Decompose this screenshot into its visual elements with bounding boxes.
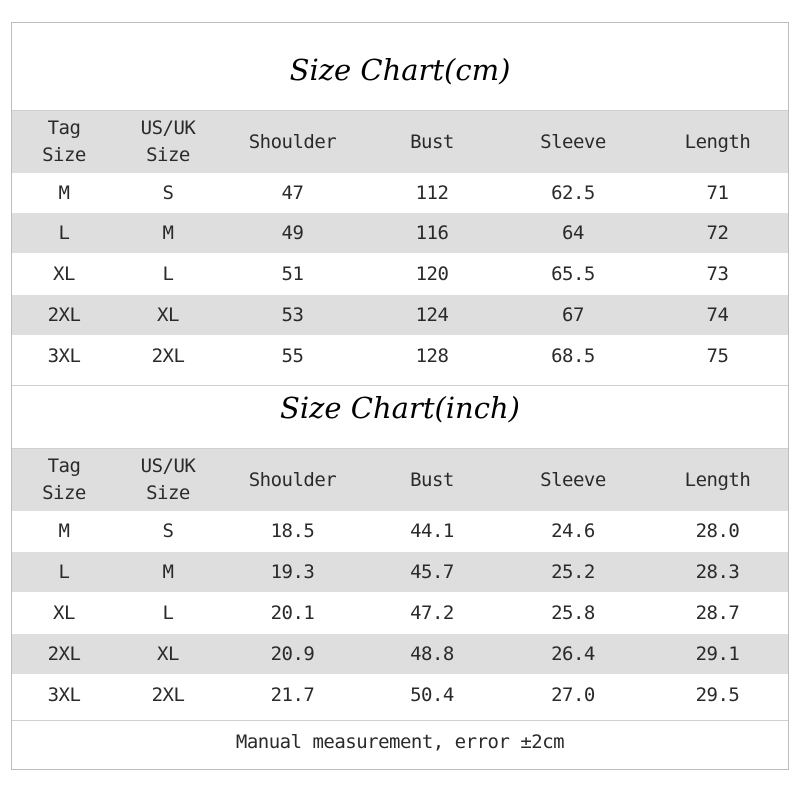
table-cell: L xyxy=(58,560,70,583)
header-length: Length xyxy=(684,130,751,153)
table-cell: 20.1 xyxy=(270,601,315,624)
size-chart-frame xyxy=(11,22,789,770)
table-cell: S xyxy=(162,181,174,204)
table-cell: 73 xyxy=(706,262,729,285)
table-cell: 116 xyxy=(415,221,449,244)
table-cell: 75 xyxy=(706,344,729,367)
table-row xyxy=(12,295,788,335)
table-cell: 47.2 xyxy=(410,601,454,624)
table-cell: 25.8 xyxy=(551,601,595,624)
table-cell: 71 xyxy=(706,181,729,204)
table-cell: M xyxy=(162,221,174,244)
table-cell: 47 xyxy=(281,181,304,204)
table-cell: 2XL xyxy=(151,683,185,706)
cm-table-title: Size Chart(cm) xyxy=(289,53,511,87)
table-cell: XL xyxy=(157,303,179,326)
table-row xyxy=(12,552,788,592)
table-cell: 50.4 xyxy=(410,683,454,706)
header-bust: Bust xyxy=(410,130,454,153)
table-cell: 29.1 xyxy=(695,642,740,665)
table-cell: 128 xyxy=(415,344,449,367)
header-tag-size: Tag Size xyxy=(42,117,86,166)
table-cell: XL xyxy=(53,601,75,624)
table-cell: 44.1 xyxy=(410,519,454,542)
table-cell: 19.3 xyxy=(270,560,315,583)
table-cell: M xyxy=(58,519,70,542)
table-cell: 25.2 xyxy=(551,560,595,583)
table-cell: 28.0 xyxy=(695,519,740,542)
table-cell: 72 xyxy=(706,221,729,244)
header-sleeve: Sleeve xyxy=(540,468,606,491)
table-row xyxy=(12,634,788,674)
table-cell: 53 xyxy=(281,303,304,326)
table-cell: 2XL xyxy=(151,344,185,367)
header-us-uk-size: US/UK Size xyxy=(140,117,196,166)
table-cell: L xyxy=(162,262,174,285)
header-sleeve: Sleeve xyxy=(540,130,606,153)
table-cell: 28.3 xyxy=(695,560,740,583)
header-tag-size: Tag Size xyxy=(42,455,86,504)
table-row xyxy=(12,675,788,715)
table-row xyxy=(12,593,788,633)
table-cell: 21.7 xyxy=(270,683,315,706)
table-cell: 124 xyxy=(415,303,449,326)
table-row xyxy=(12,511,788,551)
header-shoulder: Shoulder xyxy=(248,130,337,153)
table-cell: 68.5 xyxy=(551,344,595,367)
table-cell: 112 xyxy=(415,181,449,204)
table-cell: S xyxy=(162,519,174,542)
table-cell: 28.7 xyxy=(695,601,740,624)
table-cell: XL xyxy=(53,262,75,285)
table-row xyxy=(12,173,788,213)
table-row xyxy=(12,336,788,376)
header-bust: Bust xyxy=(410,468,454,491)
table-cell: 64 xyxy=(562,221,584,244)
table-cell: 20.9 xyxy=(270,642,315,665)
table-cell: 2XL xyxy=(47,303,81,326)
table-cell: 55 xyxy=(281,344,304,367)
table-cell: 45.7 xyxy=(410,560,454,583)
header-us-uk-size: US/UK Size xyxy=(140,455,196,504)
divider xyxy=(12,385,788,386)
cm-header-row xyxy=(12,111,788,173)
header-length: Length xyxy=(684,468,751,491)
inch-header-row xyxy=(12,449,788,511)
table-cell: 24.6 xyxy=(551,519,595,542)
table-cell: 74 xyxy=(706,303,729,326)
header-shoulder: Shoulder xyxy=(248,468,337,491)
table-cell: 2XL xyxy=(47,642,81,665)
table-cell: 3XL xyxy=(47,683,81,706)
table-cell: M xyxy=(58,181,70,204)
table-cell: L xyxy=(162,601,174,624)
table-cell: 29.5 xyxy=(695,683,740,706)
table-cell: L xyxy=(58,221,70,244)
table-cell: M xyxy=(162,560,174,583)
table-cell: 65.5 xyxy=(551,262,595,285)
table-row xyxy=(12,254,788,294)
table-cell: 3XL xyxy=(47,344,81,367)
table-cell: 48.8 xyxy=(410,642,454,665)
table-cell: 51 xyxy=(281,262,304,285)
divider xyxy=(12,720,788,721)
table-cell: 18.5 xyxy=(270,519,315,542)
table-cell: 120 xyxy=(415,262,449,285)
measurement-note: Manual measurement, error ±2cm xyxy=(235,731,565,753)
table-cell: 62.5 xyxy=(551,181,595,204)
table-cell: 49 xyxy=(281,221,304,244)
table-cell: 67 xyxy=(562,303,584,326)
table-cell: 26.4 xyxy=(551,642,595,665)
table-row xyxy=(12,213,788,253)
table-cell: 27.0 xyxy=(551,683,595,706)
table-cell: XL xyxy=(157,642,179,665)
inch-table-title: Size Chart(inch) xyxy=(280,391,520,425)
